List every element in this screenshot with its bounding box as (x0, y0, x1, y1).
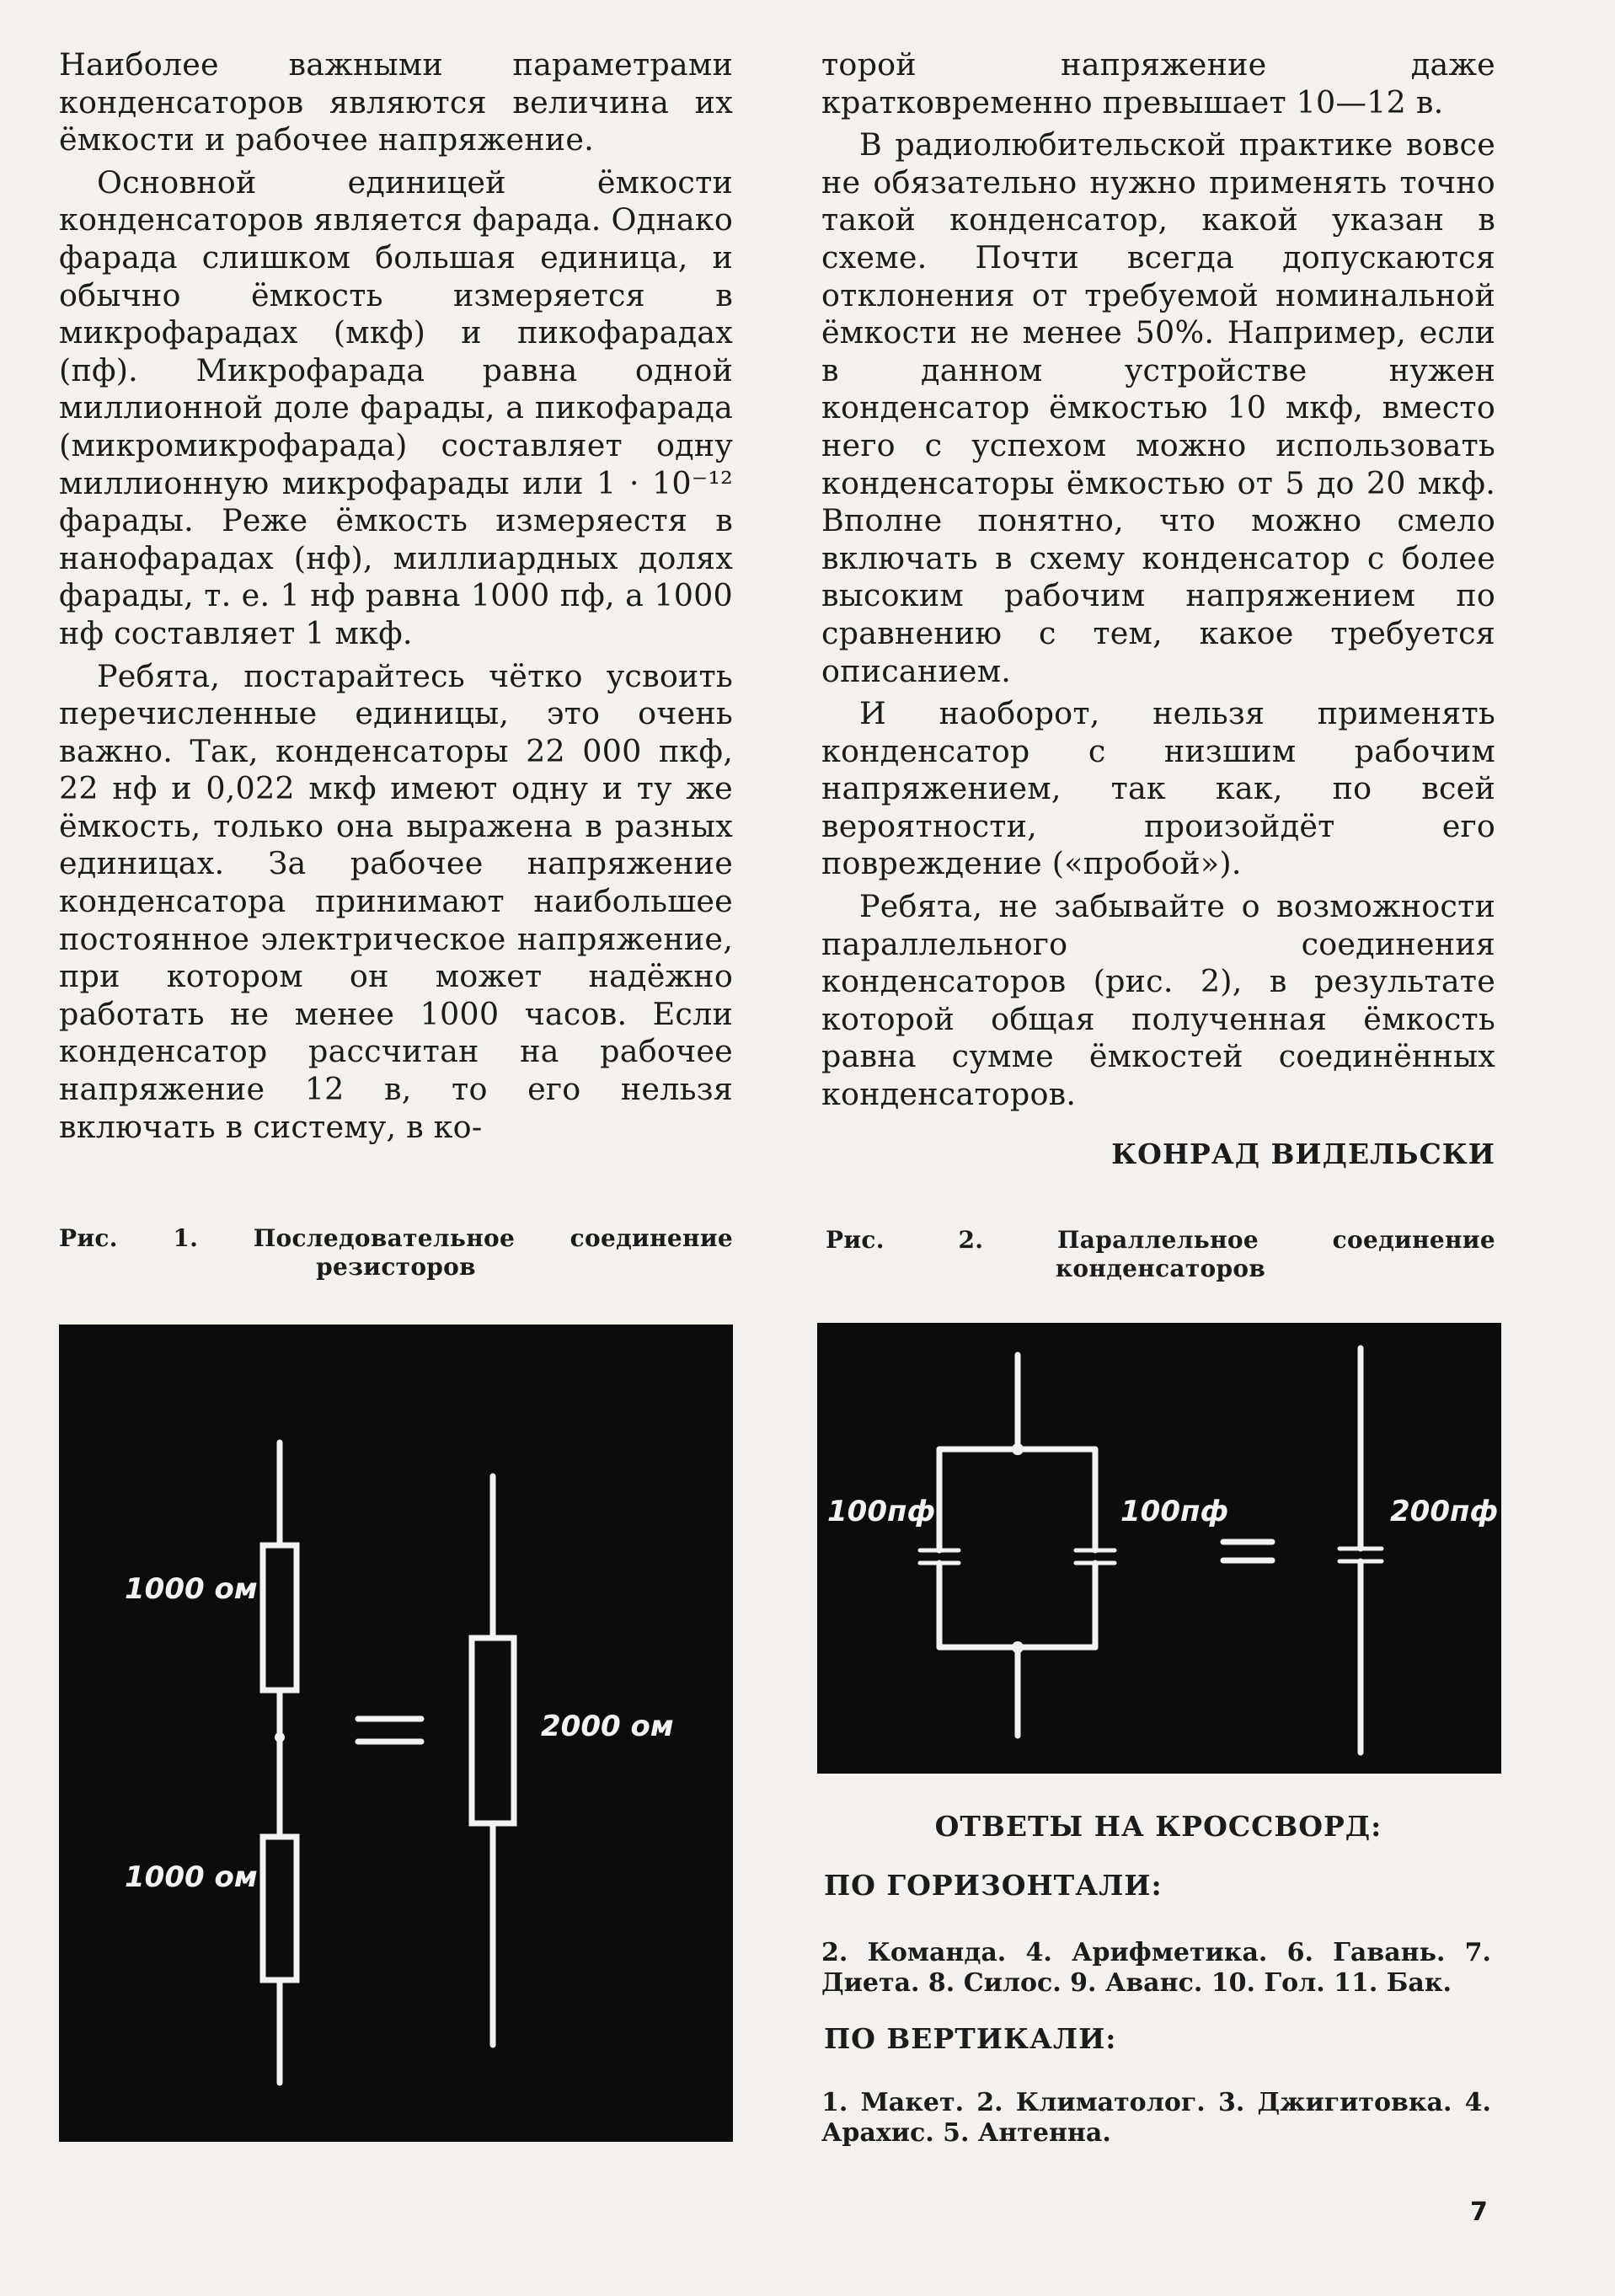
answers-title: ОТВЕТЫ НА КРОССВОРД: (934, 1810, 1382, 1843)
paragraph: торой напряжение даже кратковременно превышает 10—12 в. (821, 46, 1495, 120)
right-text-column (821, 46, 1495, 1119)
figure-2-caption: Рис. 2. Параллельное соединение конденсаторов (826, 1226, 1495, 1282)
page-number: 7 (1470, 2197, 1488, 2227)
answers-vertical-heading: ПО ВЕРТИКАЛИ: (824, 2022, 1117, 2055)
paragraph: В радиолюбительской практике вовсе не обязательно нужно применять точно такой конденсатор, какой указан в схеме. Почти всегда допускаются отклонения от требуемой номинальной ёмкости не менее 50%. Например, если в данном устройстве нужен конденсатор ёмкостью 10 мкф, вместо него с успехом можно использовать конденсаторы ёмкостью от 5 до 20 мкф. Вполне понятно, что можно смело включать в схему конденсатор с более высоким рабочим напряжением по сравнению с тем, какое требуется описанием. (821, 126, 1495, 689)
paragraph: Наиболее важными параметрами конденсаторов являются величина их ёмкости и рабочее напряжение. (59, 46, 733, 158)
answers-vertical: 1. Макет. 2. Климатолог. 3. Джигитовка. 4. Арахис. 5. Антенна. (821, 2088, 1491, 2148)
paragraph: И наоборот, нельзя применять конденсатор с низшим рабочим напряжением, так как, по всей вероятности, произойдёт его повреждение («пробой»). (821, 695, 1495, 882)
figure-1-series-resistors (59, 1325, 733, 2142)
label-capacitor-right: 100пф (1120, 1495, 1229, 1528)
series-resistor-diagram (59, 1325, 733, 2142)
label-resistor-bottom: 1000 ом (125, 1860, 258, 1894)
author-name: КОНРАД ВИДЕЛЬСКИ (1111, 1137, 1495, 1170)
paragraph: Ребята, постарайтесь чётко усвоить перечисленные единицы, это очень важно. Так, конденсаторы 22 000 пкф, 22 нф и 0,022 мкф имеют одну и ту же ёмкость, только она выражена в разных единицах. За рабочее напряжение конденсатора принимают наибольшее постоянное электрическое напряжение, при котором он может надёжно работать не менее 1000 часов. Если конденсатор рассчитан на рабочее напряжение 12 в, то его нельзя включать в систему, в ко- (59, 657, 733, 1145)
resistor-top (263, 1545, 297, 1690)
figure-1-caption: Рис. 1. Последовательное соединение резисторов (59, 1224, 733, 1281)
paragraph: Основной единицей ёмкости конденсаторов является фарада. Однако фарада слишком большая единица, и обычно ёмкость измеряется в микрофарадах (мкф) и пикофарадах (пф). Микрофарада равна одной миллионной доле фарады, а пикофарада (микромикрофарада) составляет одну миллионную микрофарады или 1 · 10⁻¹² фарады. Реже ёмкость измеряестя в нанофарадах (нф), миллиардных долях фарады, т. е. 1 нф равна 1000 пф, а 1000 нф составляет 1 мкф. (59, 163, 733, 651)
resistor-bottom (263, 1837, 297, 1980)
label-capacitor-total: 200пф (1390, 1495, 1499, 1528)
resistor-total (472, 1638, 514, 1823)
label-capacitor-left: 100пф (827, 1495, 936, 1528)
label-resistor-top: 1000 ом (125, 1572, 258, 1606)
figure-2-parallel-capacitors (817, 1323, 1501, 1774)
answers-horizontal-heading: ПО ГОРИЗОНТАЛИ: (824, 1869, 1163, 1902)
label-resistor-total: 2000 ом (541, 1710, 674, 1743)
paragraph: Ребята, не забывайте о возможности параллельного соединения конденсаторов (рис. 2), в результате которой общая полученная ёмкость равна сумме ёмкостей соединённых конденсаторов. (821, 888, 1495, 1113)
junction-dot (275, 1732, 285, 1742)
parallel-capacitor-diagram (817, 1323, 1501, 1774)
answers-horizontal: 2. Команда. 4. Арифметика. 6. Гавань. 7. Диета. 8. Силос. 9. Аванс. 10. Гол. 11. Бак. (821, 1938, 1491, 1998)
left-text-column (59, 46, 733, 1151)
